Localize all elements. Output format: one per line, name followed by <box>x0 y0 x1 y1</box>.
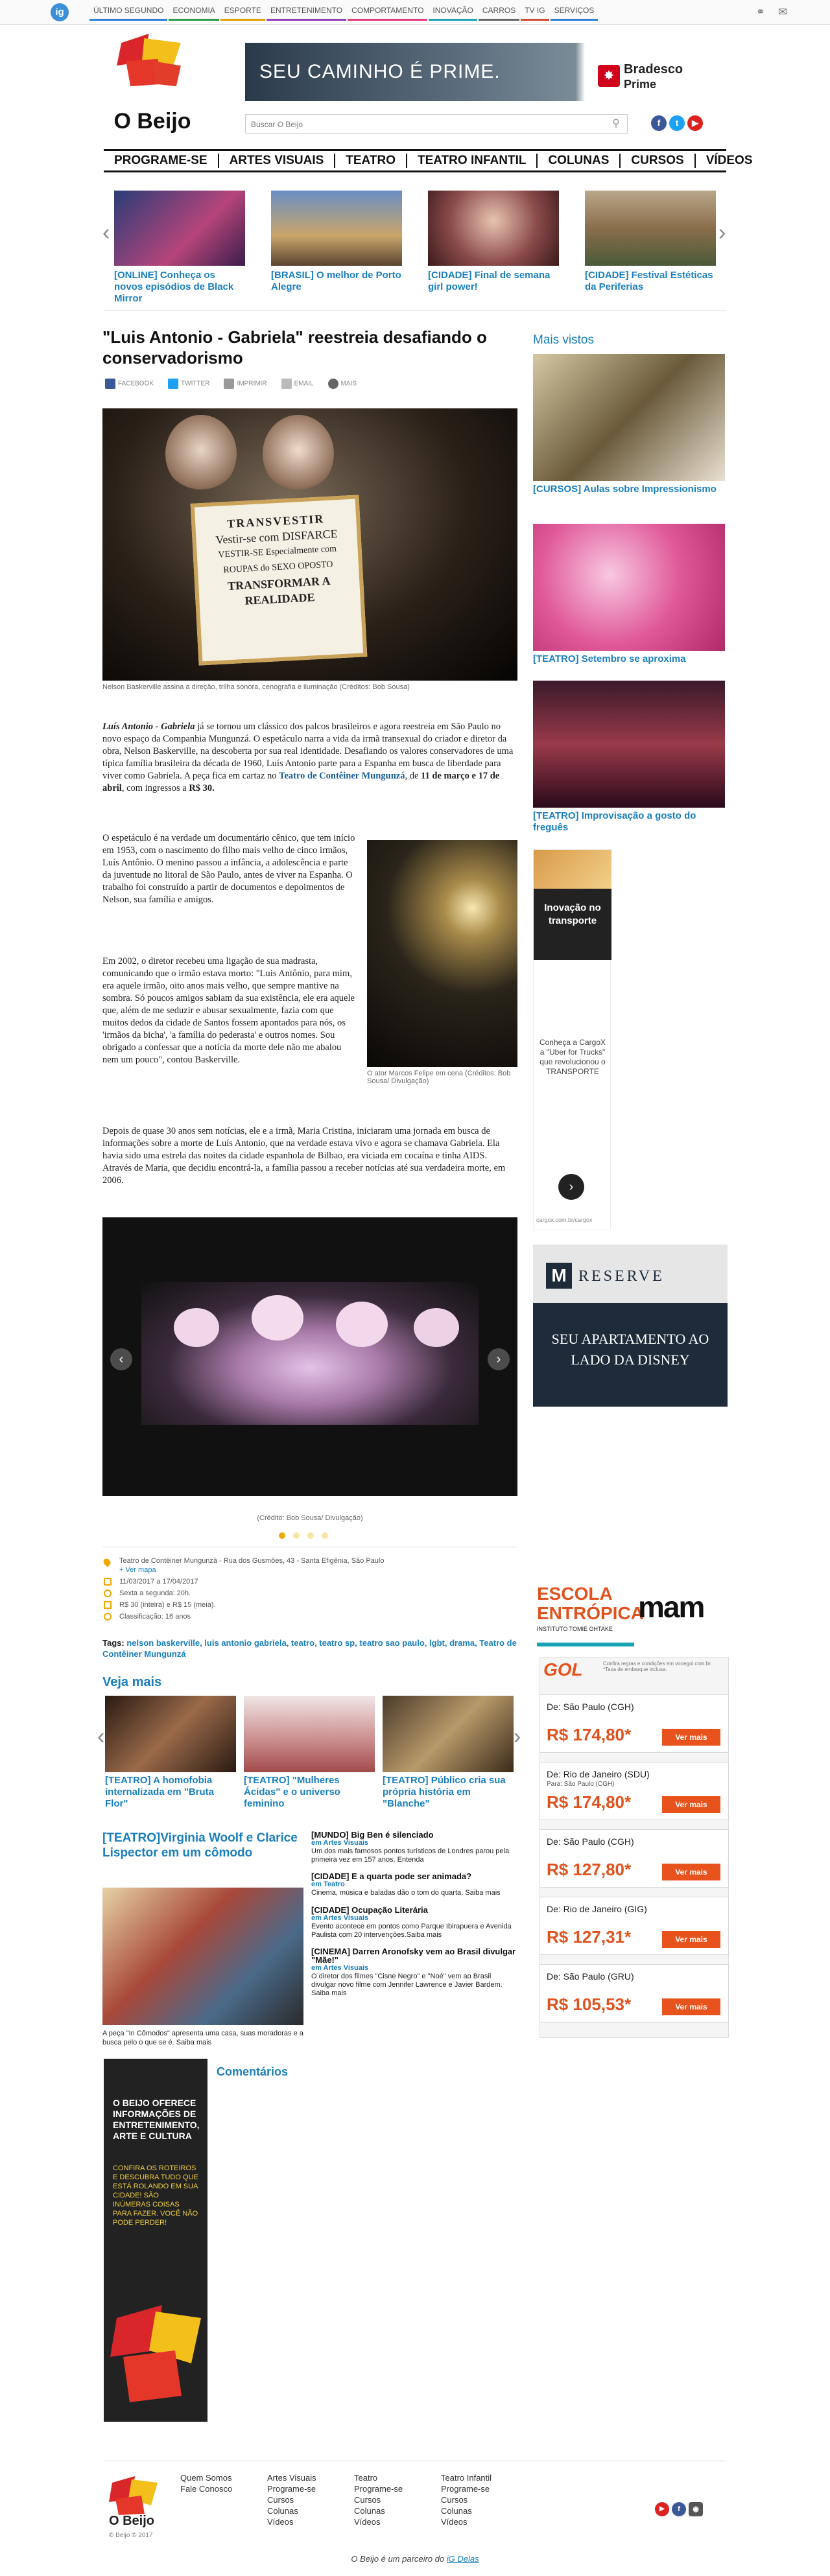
footer-link[interactable]: Vídeos <box>354 2517 381 2527</box>
fare-origin: De: São Paulo (CGH) <box>547 1702 634 1712</box>
arrow-right-icon[interactable]: › <box>558 1174 584 1200</box>
gallery-prev-icon[interactable]: ‹ <box>110 1348 132 1370</box>
promo-logo-graphic <box>110 2299 201 2415</box>
teaser-label: [BRASIL] O melhor de Porto Alegre <box>271 270 401 292</box>
inline-image <box>367 840 517 1067</box>
fare-button[interactable]: Ver mais <box>662 1729 720 1746</box>
topnav-item[interactable]: ECONOMIA <box>169 4 219 21</box>
mainnav-item[interactable]: COLUNAS <box>538 154 621 168</box>
sign-line: TRANSFORMAR A <box>227 574 331 593</box>
fare-button[interactable]: Ver mais <box>662 1796 720 1813</box>
fare-button[interactable]: Ver mais <box>662 1931 720 1948</box>
map-link[interactable]: + Ver mapa <box>119 1566 156 1574</box>
mainnav-item[interactable]: TEATRO <box>335 154 407 168</box>
footer-link[interactable]: Cursos <box>267 2495 294 2505</box>
list-item[interactable] <box>311 1947 517 1998</box>
hero-figure <box>263 415 334 493</box>
hero-figure <box>165 415 237 493</box>
veja-mais-heading: Veja mais <box>102 1675 162 1689</box>
instagram-icon[interactable]: ◉ <box>689 2502 703 2516</box>
site-logo-text: O Beijo <box>113 109 191 134</box>
footer-link[interactable]: Teatro <box>354 2473 378 2483</box>
partner-logo-mam[interactable]: mam <box>638 1590 704 1624</box>
topnav-item[interactable]: ENTRETENIMENTO <box>267 4 346 21</box>
sidebar-heading: Mais vistos <box>533 333 594 347</box>
fare-card[interactable] <box>540 1829 729 1888</box>
gol-note: Confira regras e condições em vooegol.com.br. *Taxa de embarque inclusa. <box>603 1661 712 1672</box>
footer-col <box>354 2472 403 2527</box>
share-label: FACEBOOK <box>118 380 154 388</box>
search-icon[interactable]: ⚲ <box>612 118 620 129</box>
fare-button[interactable]: Ver mais <box>662 1998 720 2015</box>
feature-title[interactable]: [TEATRO]Virginia Woolf e Clarice Lispector em um cômodo <box>102 1831 298 1860</box>
fare-price: R$ 174,80* <box>547 1792 632 1812</box>
twitter-icon <box>168 379 178 389</box>
share-email[interactable] <box>281 379 314 389</box>
event-price: R$ 30 (inteira) e R$ 15 (meia). <box>119 1601 216 1609</box>
fare-card[interactable] <box>540 1897 729 1955</box>
more-card-image <box>105 1696 236 1772</box>
paragraph-text: já se tornou um clássico dos palcos brasileiros e agora reestreia em São Paulo no novo espaço da Companhia Mungunzá. O espetáculo narra a vida da irmã transexual do criador e diretor da obra, Nelson Baskerville, na descoberta por sua real identidade. Desafiando os valores conservadores de uma típica família brasileira da década de 1960, Luís Antonio parte para a Espanha em busca de liberdade para viver como Gabriela. A peça fica em cartaz no <box>102 721 514 781</box>
teaser-image <box>114 191 245 266</box>
teaser-card[interactable] <box>428 191 559 293</box>
list-item-section: em Artes Visuais <box>311 1914 369 1922</box>
sidebar-label[interactable]: [TEATRO] Setembro se aproxima <box>533 653 686 664</box>
promo-text: CONFIRA OS ROTEIROS E DESCUBRA TUDO QUE ESTÁ ROLANDO EM SUA CIDADE! SÃO INÚMERAS COISAS PARA FAZER. VOCÊ NÃO PODE PERDER! <box>113 2164 198 2227</box>
more-prev-icon[interactable]: ‹ <box>97 1724 105 1749</box>
share-more[interactable] <box>328 379 357 389</box>
share-bar <box>105 379 357 389</box>
tags <box>102 1637 517 1659</box>
more-card-image <box>383 1696 514 1772</box>
price-text: R$ 30. <box>189 783 215 793</box>
fare-destination: Para: São Paulo (CGH) <box>547 1781 615 1788</box>
ad-title: Inovação no transporte <box>534 889 611 960</box>
mainnav-item[interactable]: PROGRAME-SE <box>104 154 219 168</box>
ad-brand: Bradesco <box>624 62 683 76</box>
fare-card[interactable] <box>540 1762 729 1820</box>
twitter-icon[interactable]: t <box>669 115 685 131</box>
fare-origin: De: São Paulo (CGH) <box>547 1836 634 1847</box>
facebook-icon[interactable]: f <box>651 115 667 131</box>
footer-link[interactable]: Cursos <box>441 2495 468 2505</box>
youtube-icon[interactable]: ▶ <box>687 115 703 131</box>
promo-banner[interactable] <box>104 2059 208 2422</box>
more-card[interactable] <box>244 1696 375 1810</box>
sign-line: ROUPAS do SEXO OPOSTO <box>223 559 333 576</box>
event-dates: 11/03/2017 a 17/04/2017 <box>119 1578 198 1586</box>
list-item-title: [MUNDO] Big Ben é silenciado <box>311 1830 434 1840</box>
sidebar-ad-cargox[interactable] <box>533 849 611 1230</box>
ad-brand: RESERVE <box>578 1268 665 1285</box>
more-next-icon[interactable]: › <box>514 1724 521 1749</box>
mail-icon[interactable]: ✉ <box>777 6 788 18</box>
main-nav <box>104 149 753 172</box>
fare-origin: De: São Paulo (GRU) <box>547 1971 634 1982</box>
photo-gallery[interactable] <box>102 1217 517 1496</box>
gallery-dot[interactable] <box>322 1532 328 1539</box>
list-item[interactable] <box>311 1831 517 1864</box>
topnav-item[interactable]: SERVIÇOS <box>551 4 599 21</box>
sign-line: TRANSVESTIR <box>226 512 325 531</box>
teaser-label: [CIDADE] Final de semana girl power! <box>428 270 551 292</box>
teaser-label: [ONLINE] Conheça os novos episódios de Black Mirror <box>114 270 234 304</box>
ad-text: Conheça a CargoX a "Uber for Trucks" que revolucionou o TRANSPORTE <box>539 1038 606 1076</box>
search-input[interactable]: Buscar O Beijo <box>245 114 628 134</box>
calendar-icon <box>104 1578 112 1586</box>
fare-card[interactable] <box>540 1964 729 2022</box>
footer-col <box>180 2472 232 2494</box>
sign-line: REALIDADE <box>244 591 315 607</box>
ad-footer: cargox.com.br/cargox <box>536 1217 593 1223</box>
share-facebook[interactable] <box>105 379 154 389</box>
partner-line <box>0 2554 830 2564</box>
venue-link[interactable]: Teatro de Contêiner Mungunzá <box>279 771 405 781</box>
tags-label: Tags: <box>102 1638 124 1648</box>
partner-sub: INSTITUTO TOMIE OHTAKE <box>537 1626 613 1632</box>
footer-logo[interactable] <box>109 2476 161 2515</box>
partner-link[interactable]: iG Delas <box>446 2554 479 2564</box>
article-paragraph: Depois de quase 30 anos sem notícias, ele e a irmã, Maria Cristina, iniciaram uma jornada em busca de informações sobre a morte de Luís Antonio, que na verdade estava vivo e agora se chamava Gabriela. Ela havia sido uma estrela das noites da cidade espanhola de Bilbao, era viciada em cocaína e tinha AIDS. Através de Maria, que decidiu encontrá-la, a família passou a receber notícias até sua verdadeira morte, em 2006. <box>102 1126 506 1186</box>
footer-link[interactable]: Programe-se <box>354 2484 403 2494</box>
facebook-icon[interactable]: f <box>672 2502 686 2516</box>
fare-price: R$ 105,53* <box>547 1995 632 2014</box>
fare-origin: De: Rio de Janeiro (GIG) <box>547 1904 647 1914</box>
more-card-image <box>244 1696 375 1772</box>
event-venue: Teatro de Contêiner Mungunzá - Rua dos Gusmões, 43 - Santa Efigênia, São Paulo <box>119 1557 385 1565</box>
fare-price: R$ 127,31* <box>547 1927 632 1947</box>
partner-text: O Beijo é um parceiro do <box>351 2554 445 2564</box>
topnav-item[interactable]: ÚLTIMO SEGUNDO <box>89 4 167 21</box>
topnav-item[interactable]: INOVAÇÃO <box>429 4 477 21</box>
ticket-icon <box>104 1601 112 1609</box>
list-item-section: em Teatro <box>311 1880 345 1888</box>
footer-link[interactable]: Teatro Infantil <box>441 2473 492 2483</box>
footer-link[interactable]: Artes Visuais <box>267 2473 316 2483</box>
topnav-item[interactable]: TV IG <box>521 4 549 21</box>
reserve-logo-icon: M <box>546 1263 572 1289</box>
top-nav <box>89 4 599 21</box>
footer-link[interactable]: Colunas <box>354 2506 385 2516</box>
mainnav-item[interactable]: VÍDEOS <box>706 154 753 167</box>
list-item-section: em Artes Visuais <box>311 1839 369 1847</box>
topnav-item[interactable]: ESPORTE <box>220 4 265 21</box>
gallery-next-icon[interactable]: › <box>488 1348 510 1370</box>
more-card[interactable] <box>383 1696 514 1810</box>
teaser-image <box>271 191 402 266</box>
list-item-section: em Artes Visuais <box>311 1964 369 1972</box>
list-item[interactable] <box>311 1906 517 1939</box>
fare-origin: De: Rio de Janeiro (SDU) <box>547 1769 650 1779</box>
mainnav-item[interactable]: ARTES VISUAIS <box>219 154 336 168</box>
feature-image[interactable] <box>102 1888 303 2025</box>
location-icon <box>102 1557 112 1567</box>
email-icon <box>281 379 292 389</box>
list-item-title: [CINEMA] Darren Aronofsky vem ao Brasil divulgar "Mãe!" <box>311 1947 516 1965</box>
more-card[interactable] <box>105 1696 236 1810</box>
gallery-dot[interactable] <box>279 1532 285 1539</box>
bradesco-icon: ✸ <box>598 65 620 87</box>
article-paragraph: O espetáculo é na verdade um documentário cênico, que tem início em 1953, com o nascimento do filho mais velho de cinco irmãos, Luís Antônio. O menino passou a infância, a adolescência e parte da juventude no litoral de São Paulo, antes de viver na Espanha. O trabalho foi construído a partir de documentos e depoimentos de Nelson, sua família e amigos. <box>102 833 355 905</box>
partner-logo-escola[interactable] <box>537 1584 644 1646</box>
comments-heading: Comentários <box>217 2065 289 2078</box>
footer-link[interactable]: Vídeos <box>267 2517 294 2527</box>
share-label: EMAIL <box>294 380 314 388</box>
sidebar-label[interactable]: [CURSOS] Aulas sobre Impressionismo <box>533 484 717 495</box>
inline-caption: O ator Marcos Felipe em cena (Créditos: Bob Sousa/ Divulgação) <box>367 1070 511 1085</box>
footer-link[interactable]: Programe-se <box>267 2484 316 2494</box>
copyright: © Beijo © 2017 <box>109 2532 153 2539</box>
list-item[interactable] <box>311 1872 517 1897</box>
sidebar-label[interactable]: [TEATRO] Improvisação a gosto do freguês <box>533 810 696 833</box>
rating-icon <box>104 1613 112 1621</box>
ig-logo[interactable]: ig <box>51 3 69 21</box>
hero-caption: Nelson Baskerville assina a direção, trilha sonora, cenografia e iluminação (Créditos: Bob Sousa) <box>102 683 410 691</box>
share-twitter[interactable] <box>168 379 209 389</box>
article-title: "Luis Antonio - Gabriela" reestreia desafiando o conservadorismo <box>102 327 487 368</box>
sidebar-image[interactable] <box>533 681 725 808</box>
share-label: TWITTER <box>181 380 210 388</box>
topnav-item[interactable]: COMPORTAMENTO <box>348 4 427 21</box>
fare-price: R$ 127,80* <box>547 1860 632 1879</box>
teaser-image <box>585 191 716 266</box>
share-label: MAIS <box>340 380 357 388</box>
list-item-text: Evento acontece em pontos como Parque Ibirapuera e Avenida Paulista com 20 intervenções.Saiba mais <box>311 1923 512 1939</box>
footer-col <box>267 2472 316 2527</box>
topnav-item[interactable]: CARROS <box>479 4 519 21</box>
sidebar-ad-reserve[interactable] <box>533 1245 728 1407</box>
print-icon <box>224 379 234 389</box>
article-paragraph <box>102 721 517 795</box>
mainnav-item[interactable]: TEATRO INFANTIL <box>407 154 538 168</box>
teaser-image <box>428 191 559 266</box>
more-card-label: [TEATRO] A homofobia internalizada em "Bruta Flor" <box>105 1775 214 1809</box>
list-item-text: Um dos mais famosos pontos turísticos de Londres parou pela primeira vez em 157 anos. Entenda <box>311 1847 510 1864</box>
list-item-title: [CIDADE] Ocupação Literária <box>311 1905 428 1915</box>
share-more-icon <box>328 379 338 389</box>
facebook-icon <box>105 379 115 389</box>
share-label: IMPRIMIR <box>237 380 267 388</box>
feature-caption: A peça "In Cômodos" apresenta uma casa, suas moradoras e a busca pelo o que se é. Saiba mais <box>102 2030 303 2046</box>
partner-text: ESCOLA ENTRÓPICA <box>537 1584 644 1623</box>
gallery-dot[interactable] <box>307 1532 314 1539</box>
more-card-label: [TEATRO] Público cria sua própria história em "Blanche" <box>383 1775 506 1809</box>
list-item-title: [CIDADE] E a quarta pode ser animada? <box>311 1871 472 1881</box>
sidebar-image[interactable] <box>533 354 725 481</box>
list-item-text: Cinema, música e baladas dão o tom do quarta. Saiba mais <box>311 1889 501 1897</box>
more-card-label: [TEATRO] "Mulheres Ácidas" e o universo feminino <box>244 1775 340 1809</box>
promo-title: O BEIJO OFERECE INFORMAÇÕES DE ENTRETENIMENTO, ARTE E CULTURA <box>113 2098 200 2141</box>
teaser-card[interactable] <box>114 191 245 305</box>
share-icon[interactable]: ⚭ <box>755 6 766 18</box>
share-print[interactable] <box>224 379 267 389</box>
event-days: Sexta a segunda: 20h. <box>119 1589 191 1597</box>
list-item-text: O diretor dos filmes "Cisne Negro" e "Noé" vem ao Brasil divulgar novo filme com Jennifer Lawrence e Javier Bardem. Saiba mais <box>311 1973 503 1997</box>
youtube-icon[interactable]: ▶ <box>655 2502 669 2516</box>
footer-col <box>441 2472 492 2527</box>
carousel-prev-icon[interactable]: ‹ <box>102 220 110 245</box>
gol-logo: GOL <box>543 1659 583 1680</box>
paragraph-text: , com ingressos a <box>121 783 189 793</box>
gallery-dots <box>279 1532 328 1539</box>
ad-brand-sub: Prime <box>624 78 657 91</box>
footer-link[interactable]: Cursos <box>354 2495 381 2505</box>
footer-link[interactable]: Quem Somos <box>180 2473 232 2483</box>
gallery-dot[interactable] <box>293 1532 300 1539</box>
top-ad-text: SEU CAMINHO É PRIME. <box>259 61 501 82</box>
footer-link[interactable]: Programe-se <box>441 2484 490 2494</box>
fare-button[interactable]: Ver mais <box>662 1864 720 1880</box>
sign-line: Vestir-se com DISFARCE <box>215 527 338 547</box>
lead-title: Luís Antonio - Gabriela <box>102 721 195 732</box>
footer-logo-text: O Beijo <box>109 2514 155 2528</box>
site-logo[interactable] <box>102 34 200 111</box>
article-paragraph: Em 2002, o diretor recebeu uma ligação de sua madrasta, comunicando que o irmão estava morto: "Luis Antônio, para mim, era aquele irmão, oito anos mais velho, que sempre mantive na sombra. Só poucos amigos sabiam da sua existência, ele era aquele que, além de me seduzir e abusar sexualmente, fazia com que muitos dedos da cidade de Santos fossem apontados para nós, os 'irmãos da bicha', 'a família do pederasta' e outros nomes. Sou obrigado a confessar que a notícia da morte dele não me abalou nem um pouco", contou Baskerville. <box>102 956 355 1065</box>
footer-link[interactable]: Vídeos <box>441 2517 468 2527</box>
event-rating: Classificação: 16 anos <box>119 1613 191 1621</box>
ad-text: SEU APARTAMENTO AO LADO DA DISNEY <box>551 1331 709 1368</box>
teaser-label: [CIDADE] Festival Estéticas da Periferias <box>585 270 713 292</box>
paragraph-text: , de <box>405 771 421 781</box>
footer-link[interactable]: Colunas <box>267 2506 298 2516</box>
dates-text: 11 de março e 17 de abril <box>102 771 500 793</box>
teaser-card[interactable] <box>585 191 716 293</box>
footer-link[interactable]: Colunas <box>441 2506 472 2516</box>
footer-link[interactable]: Fale Conosco <box>180 2484 233 2494</box>
sign-line: VESTIR-SE Especialmente com <box>218 544 337 560</box>
fare-price: R$ 174,80* <box>547 1725 632 1744</box>
fare-card[interactable] <box>540 1694 729 1753</box>
carousel-next-icon[interactable]: › <box>718 220 726 245</box>
teaser-card[interactable] <box>271 191 402 293</box>
tags-list[interactable]: nelson baskerville, luis antonio gabriela, teatro, teatro sp, teatro sao paulo, lgbt, drama, Teatro de Contêiner Mungunzá <box>102 1638 517 1659</box>
gallery-caption: (Crédito: Bob Sousa/ Divulgação) <box>257 1514 363 1522</box>
hero-sign <box>191 495 368 665</box>
clock-icon <box>104 1589 112 1597</box>
mainnav-item[interactable]: CURSOS <box>621 154 695 168</box>
sidebar-image[interactable] <box>533 524 725 651</box>
